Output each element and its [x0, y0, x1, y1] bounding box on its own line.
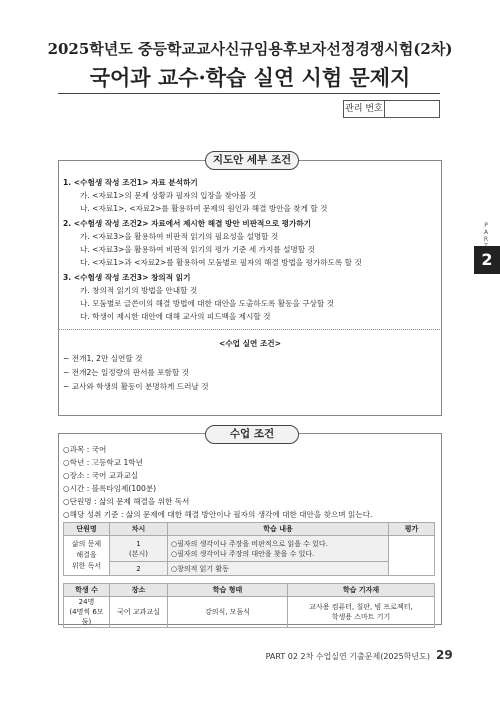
lesson-table-header: 학습 내용 [168, 523, 389, 536]
lesson-content-cell: ○창의적 읽기 활동 [168, 562, 389, 576]
page-number: 29 [436, 648, 453, 662]
lesson-content-cell [168, 536, 389, 562]
class-info-header: 학습 형태 [168, 584, 288, 597]
equipment-line: 교사용 컴퓨터, 칠판, 빔 프로젝터, [309, 603, 413, 611]
part-tab-number: 2 [474, 246, 500, 274]
class-item-unit: ○단원명 : 삶의 문제 해결을 위한 독서 [63, 497, 190, 506]
lesson-content-line: ○필자의 생각이나 주장을 비판적으로 읽을 수 있다. [171, 539, 328, 548]
condition-1-title: 1. <수험생 작성 조건1> 자료 분석하기 [63, 178, 198, 187]
management-number-box [343, 100, 440, 118]
class-info-header: 학생 수 [64, 584, 110, 597]
footer-text: PART 02 2차 수업실연 기출문제(2025학년도) [265, 652, 430, 661]
part-tab-label: P A R [483, 222, 489, 243]
lesson-unit-cell: 삶의 문제 해결을 위한 독서 [64, 536, 110, 576]
class-info-header: 학습 기자재 [288, 584, 435, 597]
condition-3-item-b: 나. 모둠별로 글쓴이의 해결 방법에 대한 대안을 도출하도록 활동을 구상할 것 [80, 299, 334, 308]
condition-3-item-c: 다. 학생이 제시한 대안에 대해 교사의 피드백을 제시할 것 [80, 312, 271, 321]
students-count: 24명 [78, 598, 95, 606]
management-number-value[interactable] [385, 101, 439, 117]
lesson-period-1: 1 [136, 539, 141, 548]
condition-3-title: 3. <수험생 작성 조건3> 창의적 읽기 [63, 273, 191, 282]
demo-item: − 전개2는 일정량의 판서를 포함할 것 [63, 368, 189, 377]
lesson-table-header: 단원명 [64, 523, 110, 536]
exam-title: 2025학년도 중등학교교사신규임용후보자선정경쟁시험(2차) [47, 40, 453, 58]
place-cell: 국어 교과교실 [110, 597, 168, 628]
class-item-grade: ○학년 : 고등학교 1학년 [63, 458, 143, 467]
class-info-table [63, 583, 435, 628]
students-note: (4명씩 6모둠) [69, 608, 104, 626]
class-item-time: ○시간 : 블록타임제(100분) [63, 484, 157, 493]
lesson-evaluation-cell [389, 536, 435, 576]
condition-3-item-a: 가. 창의적 읽기의 방법을 안내할 것 [80, 286, 198, 295]
lesson-period-note: (본시) [129, 549, 148, 558]
class-item-standard: ○해당 성취 기준 : 삶의 문제에 대한 해결 방안이나 필자의 생각에 대한 대안을 찾으며 읽는다. [63, 510, 373, 519]
class-item-subject: ○과목 : 국어 [63, 445, 107, 454]
condition-2-item-a: 가. <자료3>을 활용하여 비판적 읽기의 필요성을 설명할 것 [80, 232, 279, 241]
class-item-place: ○장소 : 국어 교과교실 [63, 471, 139, 480]
document-title: 국어과 교수·학습 실연 시험 문제지 [89, 65, 411, 90]
equipment-line: 학생용 스마트 기기 [331, 613, 391, 621]
demo-heading: <수업 실연 조건> [218, 339, 282, 348]
lesson-table-header: 평가 [389, 523, 435, 536]
title-rule [58, 93, 440, 94]
condition-2-title: 2. <수험생 작성 조건2> 자료에서 제시한 해결 방안 비판적으로 평가하기 [63, 219, 312, 228]
class-info-header: 장소 [110, 584, 168, 597]
management-number-label: 관리 번호 [344, 101, 385, 117]
condition-2-item-b: 나. <자료3>을 활용하여 비판적 읽기의 평가 기준 세 가지를 설명할 것 [80, 245, 315, 254]
form-cell: 강의식, 모둠식 [168, 597, 288, 628]
lesson-table [63, 522, 435, 576]
demo-item: − 교사와 학생의 활동이 분명하게 드러날 것 [63, 382, 209, 391]
guide-heading: 지도안 세부 조건 [205, 151, 299, 170]
students-cell [64, 597, 110, 628]
lesson-content-line: ○필자의 생각이나 주장의 대안을 찾을 수 있다. [171, 549, 315, 558]
equipment-cell [288, 597, 435, 628]
condition-2-item-c: 다. <자료1>과 <자료2>를 활용하여 모둠별로 필자의 해결 방법을 평가하도록 할 것 [80, 258, 362, 267]
condition-1-item-b: 나. <자료1>, <자료2>를 활용하여 문제의 원인과 해결 방안을 찾게 할 것 [80, 204, 328, 213]
lesson-period-cell: 2 [110, 562, 168, 576]
lesson-table-header: 차시 [110, 523, 168, 536]
lesson-period-cell [110, 536, 168, 562]
class-heading: 수업 조건 [205, 425, 299, 444]
condition-1-item-a: 가. <자료1>의 문제 상황과 필자의 입장을 찾아볼 것 [80, 191, 257, 200]
guide-divider [58, 329, 442, 330]
demo-item: − 전개1, 2만 실연할 것 [63, 354, 143, 363]
